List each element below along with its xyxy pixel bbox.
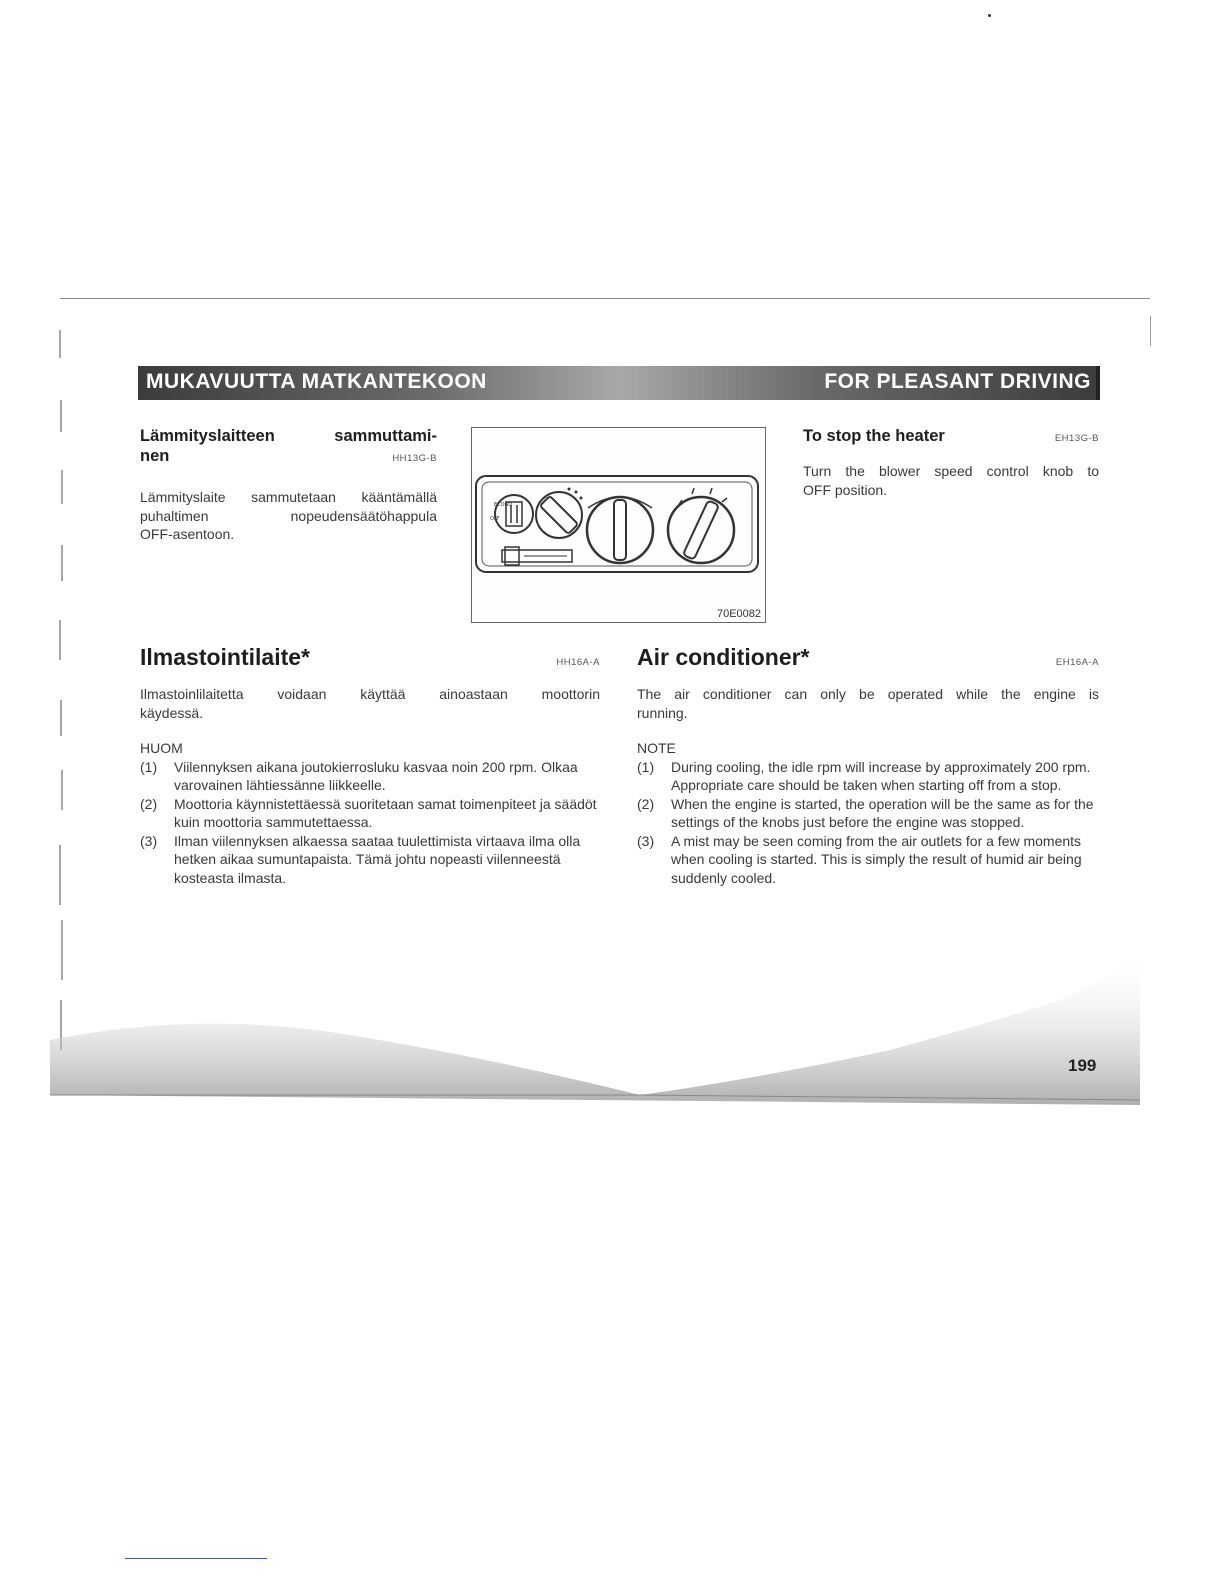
heater-control-figure	[471, 427, 766, 623]
en-ac-code: EH16A-A	[1055, 657, 1099, 668]
en-note-item: (1) During cooling, the idle rpm will increase by approximately 200 rpm. Appropriate care should be taken when starting off from a stop.	[637, 758, 1091, 793]
blower-speed-knob-icon	[536, 492, 582, 538]
econo-label: ECONO	[494, 502, 513, 508]
page-number: 199	[1068, 1056, 1097, 1075]
en-ac-title: Air conditioner*	[637, 644, 810, 670]
en-ac-note-label: NOTE	[637, 740, 676, 756]
en-note-2-text: When the engine is started, the operation will be the same as for the settings of the knobs just before the engine was stopped.	[671, 795, 1094, 830]
en-note-1-text: During cooling, the idle rpm will increase by approximately 200 rpm.	[671, 758, 1091, 775]
page-bottom-shadow	[50, 940, 1150, 1110]
fi-ac-title: Ilmastointilaite*	[140, 644, 310, 670]
header-title-english: FOR PLEASANT DRIVING	[824, 370, 1091, 393]
fi-note-3-text: Ilman viilennyksen alkaessa saataa tuulettimista virtaava ilma olla hetken aikaa sumuntapaista. Tämä johtu nopeasti viilenneestä kosteasta ilmasta.	[174, 832, 581, 886]
en-note-item: (2) When the engine is started, the operation will be the same as for the settings of the knobs just before the engine was stopped.	[637, 795, 1094, 830]
fi-ac-notes	[140, 758, 600, 888]
figure-code: 70E0082	[716, 608, 761, 620]
header-edge	[1096, 366, 1100, 400]
en-heater-line-1: Turn the blower speed control knob to	[803, 463, 1099, 479]
fi-ac-code: HH16A-A	[556, 657, 600, 668]
en-ac-notes	[637, 758, 1099, 888]
en-ac-intro-2: running.	[637, 704, 688, 721]
fi-heater-code: HH13G-B	[392, 453, 437, 464]
footnote-rule	[125, 1558, 267, 1559]
fi-ac-intro-2: käydessä.	[140, 704, 204, 721]
fi-note-item: (1) Viilennyksen aikana joutokierrosluku kasvaa noin 200 rpm. Olkaa varovainen lähtiessänne liikkeelle.	[140, 758, 578, 793]
mode-knob-icon	[668, 497, 734, 563]
header-title-finnish: MUKAVUUTTA MATKANTEKOON	[146, 370, 487, 393]
en-note-3-text: A mist may be seen coming from the air outlets for a few moments when cooling is started. This is simply the result of humid air being suddenly cooled.	[671, 832, 1082, 886]
en-ac-section	[637, 644, 1099, 887]
en-heater-section	[803, 426, 1099, 499]
en-heater-code: EH13G-B	[1054, 433, 1099, 444]
fi-note-2-text: Moottoria käynnistettäessä suoritetaan samat toimenpiteet ja säädöt kuin moottoria sammutettaessa.	[174, 795, 597, 830]
speck-dot	[988, 14, 991, 17]
fi-heater-title-1: Lämmityslaitteen sammuttami-	[140, 427, 437, 445]
econo-knob-icon	[495, 495, 533, 533]
fi-ac-intro-1: Ilmastoinlilaitetta voidaan käyttää ainoastaan moottorin	[140, 686, 600, 702]
fi-note-item: (3) Ilman viilennyksen alkaessa saataa tuulettimista virtaava ilma olla hetken aikaa sumuntapaista. Tämä johtu nopeasti viilenneestä kosteasta ilmasta.	[140, 832, 581, 886]
fi-heater-line-1: Lämmityslaite sammutetaan kääntämällä	[140, 489, 437, 505]
right-edge-rule	[1150, 316, 1151, 346]
fi-heater-section	[140, 426, 437, 544]
en-heater-line-2: OFF position.	[803, 481, 888, 498]
fi-note-item: (2) Moottoria käynnistettäessä suoritetaan samat toimenpiteet ja säädöt kuin moottoria sammutettaessa.	[140, 795, 597, 830]
en-note-item: (3) A mist may be seen coming from the air outlets for a few moments when cooling is started. This is simply the result of humid air being suddenly cooled.	[637, 832, 1082, 886]
top-rule	[60, 298, 1150, 299]
fi-heater-line-3: OFF-asentoon.	[140, 526, 235, 542]
fi-ac-section	[140, 644, 600, 887]
heater-panel-illustration	[472, 428, 765, 622]
en-ac-intro-1: The air conditioner can only be operated while the engine is	[637, 686, 1099, 702]
fi-heater-title-2: nen	[140, 447, 170, 465]
temperature-knob-icon	[587, 497, 653, 563]
fi-note-1-text: Viilennyksen aikana joutokierrosluku kasvaa noin 200 rpm. Olkaa varovainen lähtiessänne liikkeelle.	[174, 758, 578, 793]
en-heater-title: To stop the heater	[803, 427, 945, 445]
fi-ac-note-label: HUOM	[140, 740, 183, 756]
en-note-1-text2: Appropriate care should be taken when starting off from a stop.	[671, 777, 1062, 793]
off-label: OFF	[490, 516, 500, 522]
fi-heater-line-2: puhaltimen nopeudensäätöhappula	[140, 507, 437, 524]
